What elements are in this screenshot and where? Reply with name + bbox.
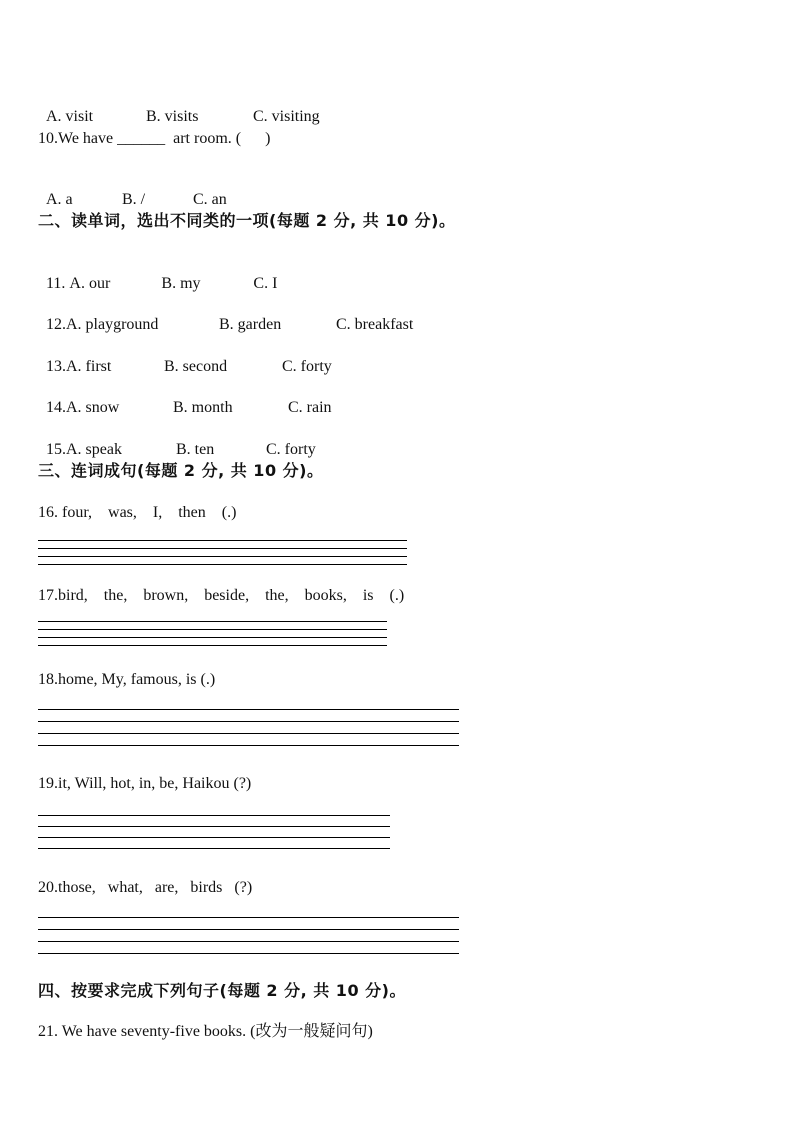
question-20: 20.those, what, are, birds (?) [38, 879, 253, 896]
answer-line [38, 941, 459, 942]
answer-line [38, 837, 390, 838]
question-number: 12. [46, 316, 66, 333]
question-number: 13. [46, 358, 66, 375]
option-b: B. ten [176, 441, 215, 458]
answer-lines-19 [38, 815, 390, 856]
answer-line [38, 709, 459, 710]
answer-line [38, 548, 407, 549]
question-number: 14. [46, 399, 66, 416]
answer-lines-20 [38, 917, 459, 961]
question-14 [38, 378, 332, 418]
answer-line [38, 953, 459, 954]
q9-options [38, 87, 320, 127]
section2-heading: 二、读单词，选出不同类的一项(每题 2 分, 共 10 分)。 [38, 211, 456, 230]
answer-line [38, 826, 390, 827]
answer-lines-17 [38, 621, 387, 653]
answer-line [38, 564, 407, 565]
option-c: C. forty [282, 358, 332, 375]
q9-option-b: B. visits [146, 108, 199, 125]
answer-line [38, 929, 459, 930]
answer-lines-16 [38, 540, 407, 572]
option-c: C. forty [266, 441, 316, 458]
option-c: C. breakfast [336, 316, 414, 333]
q10-option-a: A. a [46, 191, 73, 208]
question-11 [38, 254, 277, 294]
answer-line [38, 848, 390, 849]
question-number: 11. [46, 275, 66, 292]
option-c: C. rain [288, 399, 332, 416]
answer-line [38, 637, 387, 638]
answer-line [38, 721, 459, 722]
option-a: A. our [69, 275, 111, 292]
answer-line [38, 917, 459, 918]
option-a: A. first [66, 358, 112, 375]
q10-stem: 10.We have ______ art room. ( ) [38, 130, 271, 147]
option-b: B. month [173, 399, 233, 416]
question-15 [38, 420, 316, 460]
section4-heading: 四、按要求完成下列句子(每题 2 分, 共 10 分)。 [38, 981, 406, 1000]
question-21: 21. We have seventy-five books. (改为一般疑问句) [38, 1023, 373, 1040]
q10-option-c: C. an [193, 191, 227, 208]
answer-line [38, 556, 407, 557]
option-b: B. my [161, 275, 201, 292]
option-a: A. speak [66, 441, 122, 458]
question-13 [38, 337, 332, 377]
question-number: 15. [46, 441, 66, 458]
answer-line [38, 629, 387, 630]
option-b: B. garden [219, 316, 282, 333]
answer-line [38, 621, 387, 622]
option-a: A. playground [66, 316, 159, 333]
answer-line [38, 815, 390, 816]
answer-lines-18 [38, 709, 459, 753]
q9-option-c: C. visiting [253, 108, 320, 125]
answer-line [38, 733, 459, 734]
option-b: B. second [164, 358, 228, 375]
option-c: C. I [253, 275, 278, 292]
q10-option-b: B. / [122, 191, 146, 208]
answer-line [38, 645, 387, 646]
question-12 [38, 295, 413, 335]
section3-heading: 三、连词成句(每题 2 分, 共 10 分)。 [38, 461, 324, 480]
q9-option-a: A. visit [46, 108, 94, 125]
answer-line [38, 540, 407, 541]
answer-line [38, 745, 459, 746]
q10-options [38, 170, 227, 210]
question-16: 16. four, was, I, then (.) [38, 504, 237, 521]
question-17: 17.bird, the, brown, beside, the, books, is (.) [38, 587, 405, 604]
question-18: 18.home, My, famous, is (.) [38, 671, 216, 688]
question-19: 19.it, Will, hot, in, be, Haikou (?) [38, 775, 252, 792]
option-a: A. snow [66, 399, 120, 416]
